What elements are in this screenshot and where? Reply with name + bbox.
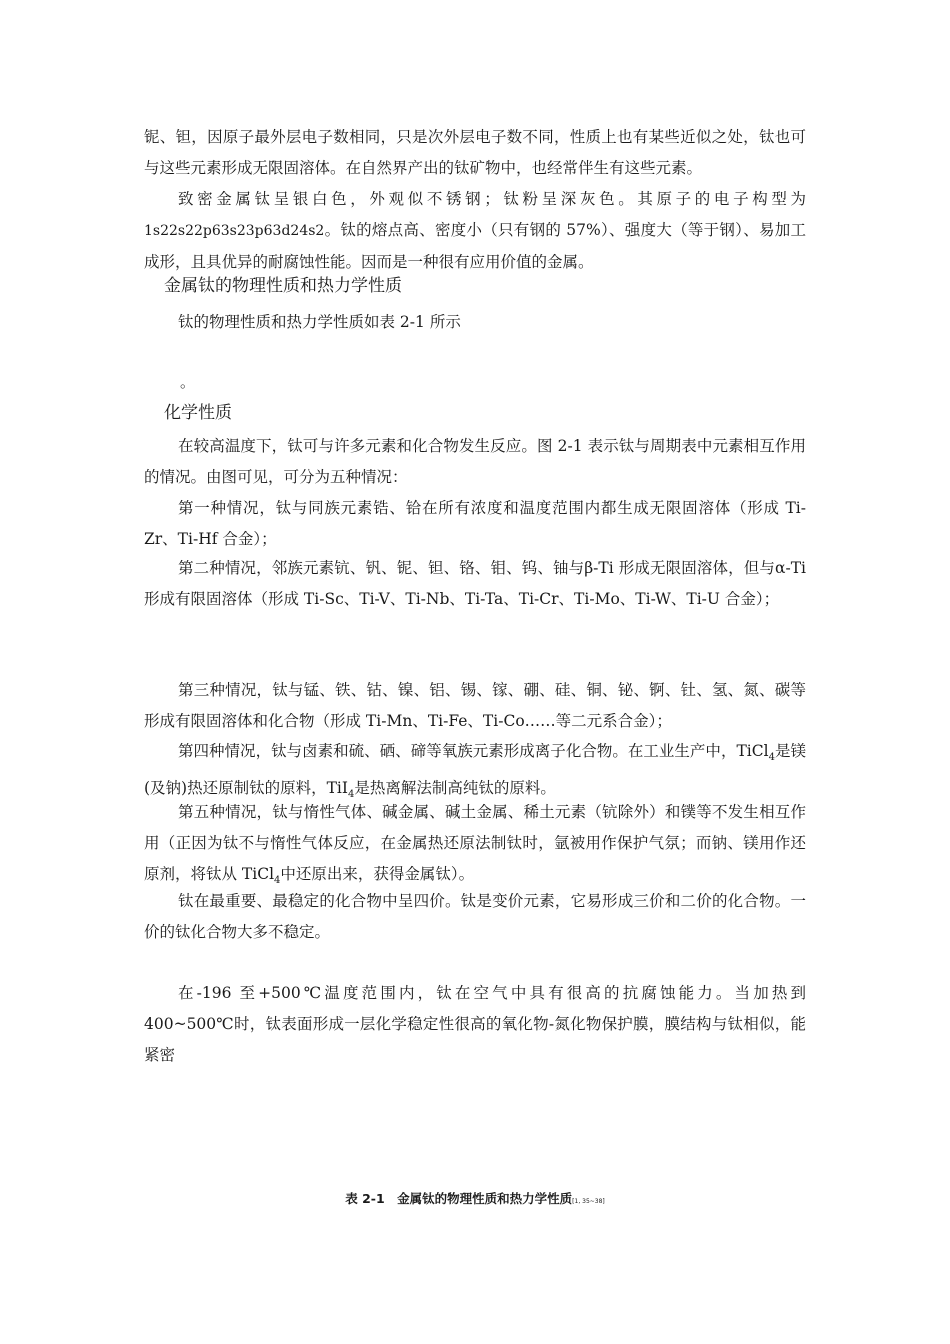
paragraph-corrosion: 在-196 至+500℃温度范围内，钛在空气中具有很高的抗腐蚀能力。当加热到 400~500℃时，钛表面形成一层化学稳定性很高的氧化物-氮化物保护膜，膜结构与钛相似，能紧密 [144, 984, 806, 1064]
paragraph-text: 中还原出来，获得金属钛）。 [280, 865, 475, 883]
paragraph-elements: 铌、钽，因原子最外层电子数相同，只是次外层电子数不同，性质上也有某些近似之处，钛也可与这些元素形成无限固溶体。在自然界产出的钛矿物中，也经常伴生有这些元素。 [144, 128, 806, 177]
paragraph-reactions-intro: 在较高温度下，钛可与许多元素和化合物发生反应。图 2-1 表示钛与周期表中元素相互作用的情况。由图可见，可分为五种情况： [144, 437, 806, 486]
paragraph-titanium-appearance [144, 184, 806, 278]
paragraph-text: 第五种情况，钛与惰性气体、碱金属、碱土金属、稀土元素（钪除外）和镤等不发生相互作用（正因为钛不与惰性气体反应，在金属热还原法制钛时，氩被用作保护气氛；而钠、镁用作还原剂，将钛从 TiCl [144, 803, 806, 883]
paragraph-case-three: 第三种情况，钛与锰、铁、钴、镍、铝、锡、镓、硼、硅、铜、铋、锕、钍、氢、氮、碳等形成有限固溶体和化合物（形成 Ti-Mn、Ti-Fe、Ti-Co……等二元系合金）； [144, 681, 806, 730]
caption-text: 表 2-1 金属钛的物理性质和热力学性质 [345, 1191, 573, 1206]
paragraph-table-reference: 钛的物理性质和热力学性质如表 2-1 所示 [178, 313, 461, 331]
electron-configuration: 1s22s22p63s23p63d24s2 [144, 223, 325, 239]
caption-reference: [1, 35~38] [572, 1198, 605, 1205]
paragraph-text: 。钛的熔点高、密度小（只有钢的 57%）、强度大（等于钢）、易加工成形，且具优异的耐腐蚀性能。因而是一种很有应用价值的金属。 [144, 221, 806, 271]
paragraph-text: 致密金属钛呈银白色，外观似不锈钢；钛粉呈深灰色。其原子的电子构型为 [178, 190, 806, 208]
paragraph-case-two: 第二种情况，邻族元素钪、钒、铌、钽、铬、钼、钨、铀与β-Ti 形成无限固溶体，但与α-Ti 形成有限固溶体（形成 Ti-Sc、Ti-V、Ti-Nb、Ti-Ta、Ti-Cr、Ti-Mo、Ti-W、Ti-U 合金）； [144, 559, 806, 608]
paragraph-case-five [144, 797, 806, 896]
paragraph-text: 是热离解法制高纯钛的原料。 [354, 779, 556, 797]
paragraph-case-one: 第一种情况，钛与同族元素锆、铪在所有浓度和温度范围内都生成无限固溶体（形成 Ti-Zr、Ti-Hf 合金）； [144, 499, 806, 548]
paragraph-valence: 钛在最重要、最稳定的化合物中呈四价。钛是变价元素，它易形成三价和二价的化合物。一价的钛化合物大多不稳定。 [144, 892, 806, 941]
section-heading-chemical: 化学性质 [164, 403, 232, 423]
paragraph-text: 第四种情况，钛与卤素和硫、硒、碲等氧族元素形成离子化合物。在工业生产中，TiCl [178, 742, 769, 760]
subscript: 4 [768, 752, 775, 763]
subscript: 4 [274, 875, 281, 886]
section-heading-physical: 金属钛的物理性质和热力学性质 [164, 276, 402, 296]
paragraph-text: 是镁(及钠)热还原制钛的原料，TiI [144, 742, 806, 797]
subscript: 4 [348, 789, 355, 800]
table-caption [0, 1190, 950, 1211]
stray-period: 。 [180, 373, 196, 391]
